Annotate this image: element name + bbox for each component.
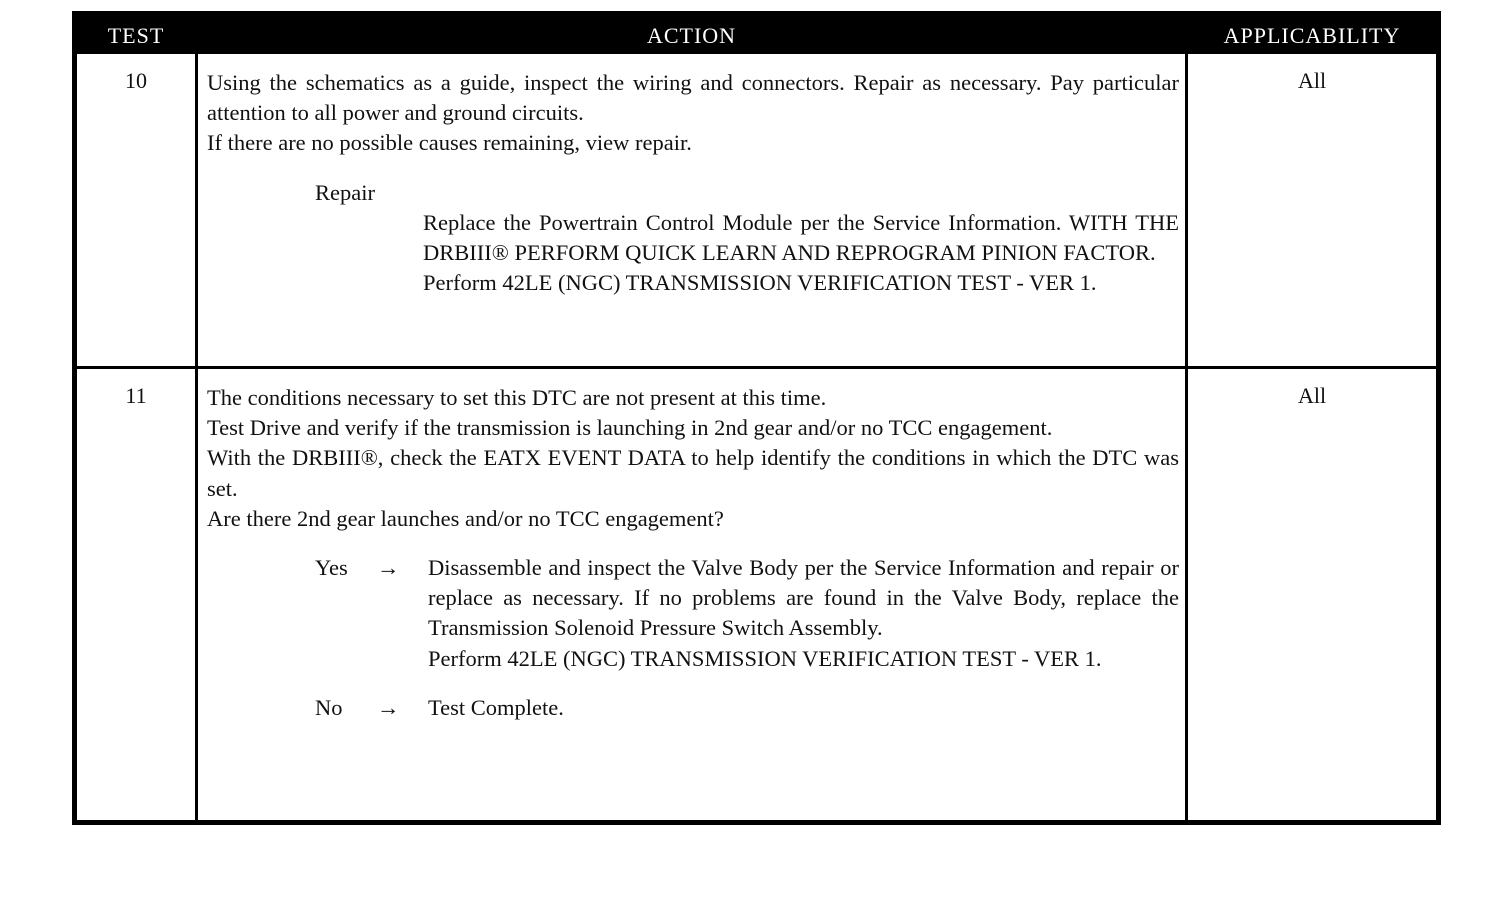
no-outcome	[207, 693, 1179, 723]
yes-outcome	[207, 553, 1179, 674]
applicability-value: All	[1297, 383, 1327, 408]
repair-paragraph: Perform 42LE (NGC) TRANSMISSION VERIFICATION TEST - VER 1.	[423, 270, 1097, 296]
no-paragraph: Test Complete.	[428, 694, 564, 720]
repair-outcome	[207, 178, 1179, 299]
applicability-value: All	[1297, 68, 1327, 93]
table-row-test-10	[77, 54, 1436, 366]
no-label: No	[315, 694, 343, 720]
header-applicability: APPLICABILITY	[1223, 23, 1401, 48]
action-paragraph: Are there 2nd gear launches and/or no TCC engagement?	[207, 505, 724, 531]
yes-paragraph: Perform 42LE (NGC) TRANSMISSION VERIFICATION TEST - VER 1.	[428, 645, 1102, 671]
table-row-test-11	[77, 369, 1436, 820]
repair-label: Repair	[315, 179, 375, 205]
no-text	[428, 693, 1179, 723]
header-test: TEST	[107, 23, 165, 48]
action-cell	[207, 68, 1179, 298]
action-cell	[207, 383, 1179, 723]
yes-label: Yes	[315, 555, 348, 581]
test-number: 10	[125, 68, 147, 93]
action-paragraph: Test Drive and verify if the transmission is launching in 2nd gear and/or no TCC engagement.	[207, 415, 1053, 441]
action-paragraph: With the DRBIII®, check the EATX EVENT DATA to help identify the conditions in which the DTC was set.	[207, 445, 1179, 501]
yes-text	[428, 553, 1179, 674]
action-paragraph: Using the schematics as a guide, inspect the wiring and connectors. Repair as necessary. Pay particular attention to all power and ground circuits.	[207, 70, 1179, 126]
action-paragraph: If there are no possible causes remaining, view repair.	[207, 130, 692, 156]
action-paragraph: The conditions necessary to set this DTC are not present at this time.	[207, 385, 827, 410]
yes-paragraph: Disassemble and inspect the Valve Body per the Service Information and repair or replace as necessary. If no problems are found in the Valve Body, replace the Transmission Solenoid Pressure Switch Assembly.	[428, 555, 1179, 641]
table-header-row	[77, 16, 1436, 54]
test-number: 11	[125, 383, 147, 408]
diagnostic-test-table	[72, 11, 1441, 825]
header-action: ACTION	[646, 23, 737, 48]
repair-text	[423, 178, 1179, 299]
right-arrow-icon: →	[377, 555, 400, 581]
right-arrow-icon: →	[377, 694, 400, 720]
repair-paragraph: Replace the Powertrain Control Module per the Service Information. WITH THE DRBIII® PERFORM QUICK LEARN AND REPROGRAM PINION FACTOR.	[423, 209, 1179, 265]
